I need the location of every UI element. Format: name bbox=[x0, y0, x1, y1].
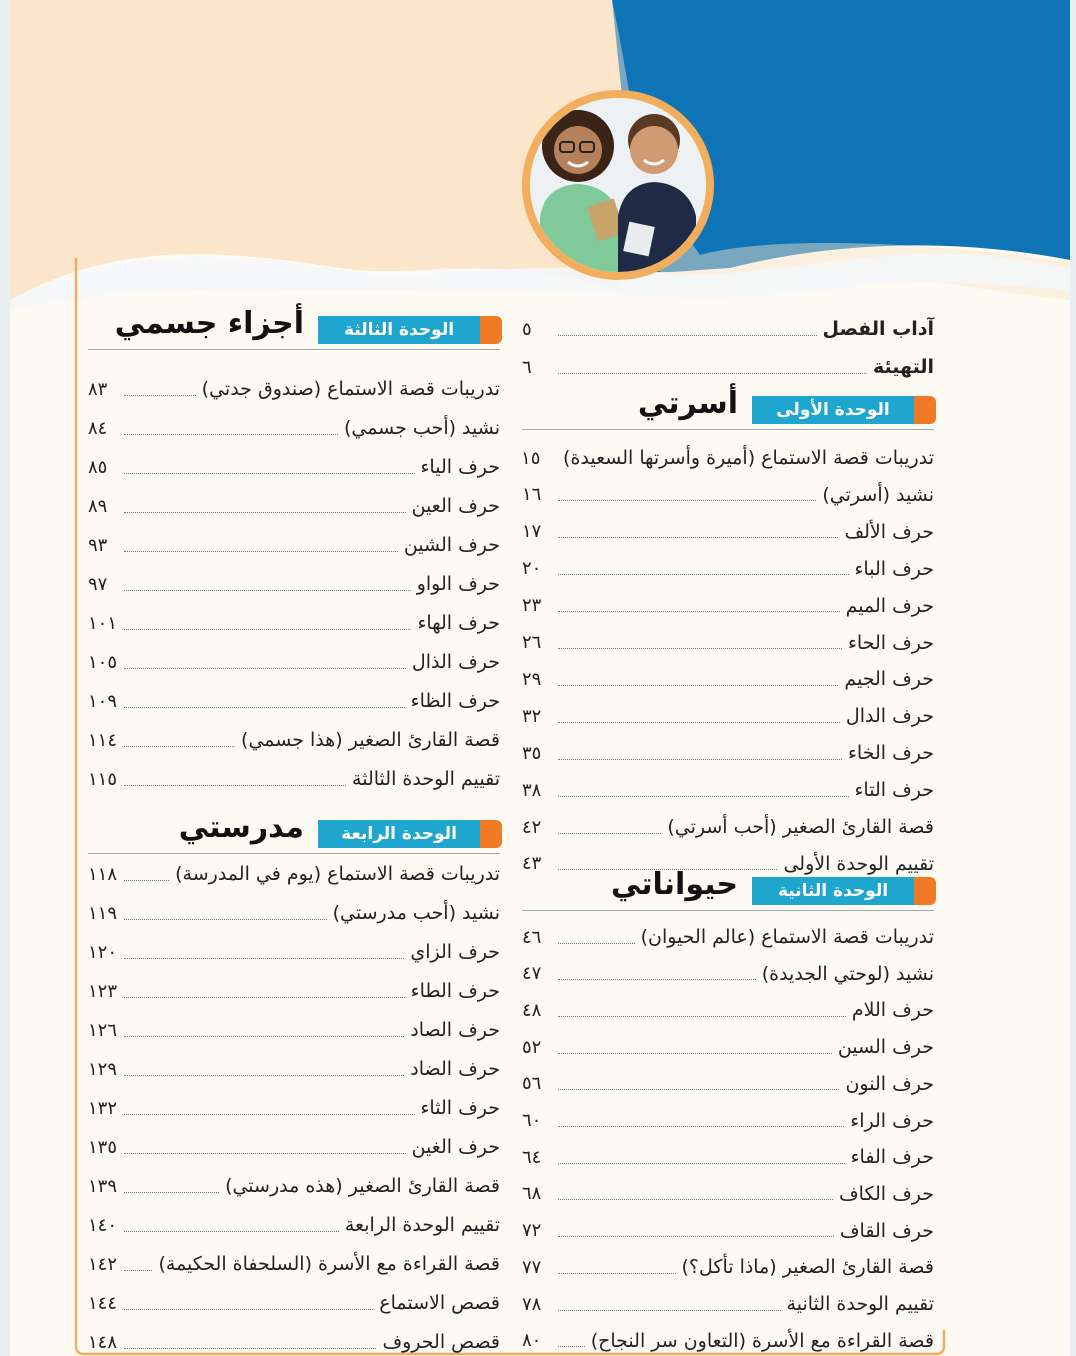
divider bbox=[88, 349, 500, 350]
children-illustration bbox=[530, 98, 706, 272]
toc-entry[interactable] bbox=[88, 764, 500, 794]
dot-leader bbox=[124, 1114, 415, 1115]
dot-leader bbox=[124, 1036, 404, 1037]
dot-leader bbox=[124, 880, 169, 881]
entry-page: ٦٤ bbox=[522, 1146, 542, 1168]
toc-entry[interactable] bbox=[88, 530, 500, 560]
entry-label: حرف الباء bbox=[854, 557, 934, 580]
entry-page: ١٠٩ bbox=[88, 690, 118, 712]
entry-page: ١٣٥ bbox=[88, 1136, 118, 1158]
toc-entry[interactable] bbox=[88, 1054, 500, 1084]
dot-leader bbox=[558, 943, 635, 944]
toc-entry[interactable] bbox=[522, 1252, 934, 1282]
entry-page: ١٠٥ bbox=[88, 651, 118, 673]
toc-entry[interactable] bbox=[88, 608, 500, 638]
dot-leader bbox=[558, 1199, 833, 1200]
entry-label: قصة القارئ الصغير (ماذا تأكل؟) bbox=[681, 1256, 934, 1279]
dot-leader bbox=[558, 1163, 845, 1164]
toc-entry[interactable] bbox=[522, 443, 934, 473]
entry-label: حرف الألف bbox=[844, 520, 934, 543]
unit-header bbox=[522, 386, 934, 430]
entry-label: حرف الغين bbox=[411, 1136, 500, 1158]
toc-entry[interactable] bbox=[88, 1210, 500, 1240]
entry-page: ١٤٨ bbox=[88, 1331, 118, 1353]
entry-label: نشيد (لوحتي الجديدة) bbox=[761, 962, 934, 985]
entry-page: ٦٠ bbox=[522, 1110, 542, 1131]
toc-entry[interactable] bbox=[88, 686, 500, 716]
entry-label: حرف الذال bbox=[411, 651, 500, 673]
entry-label: تقييم الوحدة الرابعة bbox=[344, 1214, 500, 1236]
entry-page: ٦٨ bbox=[522, 1183, 542, 1205]
divider bbox=[88, 853, 500, 854]
dot-leader bbox=[558, 373, 867, 374]
dot-leader bbox=[124, 668, 406, 669]
badge-tip bbox=[914, 877, 936, 905]
entry-label: حرف القاف bbox=[839, 1219, 934, 1242]
entry-label: قصة القراءة مع الأسرة (التعاون سر النجاح) bbox=[590, 1329, 934, 1352]
entry-label: نشيد (أسرتي) bbox=[822, 483, 934, 506]
entry-label: حرف الميم bbox=[845, 594, 934, 617]
entry-page: ١١٥ bbox=[88, 768, 118, 790]
toc-entry[interactable] bbox=[88, 1288, 500, 1318]
toc-entry[interactable] bbox=[522, 517, 934, 547]
entry-page: ٤٦ bbox=[522, 926, 542, 948]
entry-page: ٥٦ bbox=[522, 1073, 542, 1095]
entry-label: حرف التاء bbox=[854, 779, 934, 802]
dot-leader bbox=[124, 512, 406, 513]
unit-title: مدرستي bbox=[178, 810, 304, 845]
entry-label: حرف الضاد bbox=[410, 1058, 500, 1080]
entry-page: ١٦ bbox=[522, 484, 542, 506]
toc-entry[interactable] bbox=[88, 1015, 500, 1045]
entry-page: ١٣٢ bbox=[88, 1097, 118, 1119]
dot-leader bbox=[558, 1089, 839, 1090]
toc-entry[interactable] bbox=[522, 1289, 934, 1319]
dot-leader bbox=[558, 759, 842, 760]
toc-entry[interactable] bbox=[522, 1326, 934, 1356]
entry-label: حرف اللام bbox=[851, 999, 934, 1022]
toc-entry[interactable] bbox=[522, 959, 934, 989]
entry-page: ٥٢ bbox=[522, 1036, 542, 1058]
entry-page: ٥ bbox=[522, 318, 532, 340]
badge-tip bbox=[480, 820, 502, 848]
dot-leader bbox=[124, 1192, 219, 1193]
entry-page: ١١٨ bbox=[88, 863, 118, 885]
unit-title: أسرتي bbox=[637, 386, 738, 421]
toc-entry[interactable] bbox=[88, 452, 500, 482]
entry-label: حرف الواو bbox=[416, 573, 500, 595]
entry-label: نشيد (أحب جسمي) bbox=[343, 417, 500, 439]
entry-page: ١١٩ bbox=[88, 902, 118, 924]
entry-page: ٢٩ bbox=[522, 668, 542, 690]
dot-leader bbox=[124, 395, 196, 396]
entry-label: حرف الياء bbox=[420, 456, 500, 478]
toc-entry[interactable] bbox=[88, 647, 500, 677]
dot-leader bbox=[558, 1016, 846, 1017]
entry-label: حرف الخاء bbox=[847, 742, 934, 765]
entry-label: آداب الفصل bbox=[822, 318, 934, 340]
entry-page: ١٤٠ bbox=[88, 1214, 118, 1236]
dot-leader bbox=[558, 1273, 676, 1274]
entry-page: ١٢٦ bbox=[88, 1019, 118, 1041]
entry-page: ٢٠ bbox=[522, 558, 542, 580]
toc-entry[interactable] bbox=[522, 352, 934, 382]
entry-page: ٨٥ bbox=[88, 456, 108, 478]
dot-leader bbox=[558, 722, 840, 723]
entry-page: ٤٢ bbox=[522, 816, 542, 838]
toc-entry[interactable] bbox=[88, 937, 500, 967]
entry-label: تدريبات قصة الاستماع (صندوق جدتي) bbox=[201, 378, 500, 400]
entry-label: قصص الحروف bbox=[382, 1331, 500, 1353]
entry-label: تدريبات قصة الاستماع (أميرة وأسرتها السعيدة) bbox=[563, 447, 934, 469]
dot-leader bbox=[124, 958, 404, 959]
toc-entry[interactable] bbox=[522, 1142, 934, 1172]
dot-leader bbox=[558, 500, 816, 501]
toc-entry[interactable] bbox=[522, 1106, 934, 1136]
entry-label: قصة القراءة مع الأسرة (السلحفاة الحكيمة) bbox=[158, 1253, 500, 1275]
entry-label: تدريبات قصة الاستماع (عالم الحيوان) bbox=[640, 926, 934, 948]
toc-entry[interactable] bbox=[522, 480, 934, 510]
entry-page: ٩٧ bbox=[88, 573, 108, 595]
toc-entry[interactable] bbox=[88, 898, 500, 928]
entry-page: ٩٣ bbox=[88, 534, 108, 556]
entry-page: ٤٨ bbox=[522, 999, 542, 1021]
entry-label: حرف الزاي bbox=[410, 941, 500, 963]
dot-leader bbox=[558, 574, 849, 575]
dot-leader bbox=[124, 746, 235, 747]
entry-page: ٢٦ bbox=[522, 632, 542, 653]
dot-leader bbox=[558, 685, 838, 686]
toc-entry[interactable] bbox=[522, 995, 934, 1025]
dot-leader bbox=[124, 1348, 376, 1349]
dot-leader bbox=[558, 1346, 585, 1347]
entry-page: ٤٧ bbox=[522, 963, 542, 985]
toc-entry[interactable] bbox=[522, 701, 934, 731]
toc-entry[interactable] bbox=[522, 922, 934, 952]
entry-label: حرف الراء bbox=[850, 1109, 934, 1132]
unit-badge: الوحدة الرابعة bbox=[318, 820, 500, 848]
toc-entry[interactable] bbox=[522, 1179, 934, 1209]
toc-entry[interactable] bbox=[88, 413, 500, 443]
entry-page: ٣٨ bbox=[522, 779, 542, 801]
unit-title: حيواناتي bbox=[610, 867, 738, 902]
dot-leader bbox=[124, 919, 327, 920]
dot-leader bbox=[558, 537, 838, 538]
entry-page: ٧٢ bbox=[522, 1220, 542, 1242]
entry-label: حرف الجيم bbox=[844, 668, 934, 691]
entry-page: ٨٤ bbox=[88, 417, 108, 439]
entry-page: ١٥ bbox=[521, 447, 541, 469]
entry-label: قصة القارئ الصغير (هذه مدرستي) bbox=[225, 1175, 500, 1197]
entry-page: ١٢٩ bbox=[88, 1058, 118, 1080]
dot-leader bbox=[558, 648, 842, 649]
entry-page: ١٤٢ bbox=[88, 1253, 118, 1275]
entry-page: ٧٧ bbox=[522, 1256, 542, 1278]
toc-entry[interactable] bbox=[522, 812, 934, 842]
entry-label: حرف الثاء bbox=[420, 1097, 500, 1119]
dot-leader bbox=[558, 1236, 834, 1237]
entry-page: ٧٨ bbox=[522, 1293, 542, 1315]
entry-page: ١٣٩ bbox=[88, 1175, 118, 1197]
toc-entry[interactable] bbox=[522, 1032, 934, 1062]
toc-entry[interactable] bbox=[88, 491, 500, 521]
unit-header bbox=[88, 306, 500, 350]
toc-entry[interactable] bbox=[522, 591, 934, 621]
toc-entry[interactable] bbox=[88, 1132, 500, 1162]
badge-tip bbox=[480, 316, 502, 344]
dot-leader bbox=[124, 1075, 404, 1076]
entry-label: حرف الظاء bbox=[410, 690, 500, 712]
dot-leader bbox=[558, 335, 817, 336]
toc-entry[interactable] bbox=[88, 1327, 500, 1356]
entry-label: حرف الصاد bbox=[410, 1019, 500, 1041]
entry-label: قصص الاستماع bbox=[379, 1292, 500, 1314]
dot-leader bbox=[124, 1270, 152, 1271]
entry-page: ٨٣ bbox=[88, 378, 108, 400]
entry-page: ١٢٠ bbox=[88, 941, 118, 963]
toc-entry[interactable] bbox=[88, 976, 500, 1006]
entry-page: ٤٣ bbox=[522, 853, 542, 875]
dot-leader bbox=[558, 1310, 781, 1311]
entry-label: التهيئة bbox=[873, 356, 934, 378]
entry-page: ٣٥ bbox=[522, 742, 542, 764]
toc-entry[interactable] bbox=[522, 775, 934, 805]
entry-label: قصة القارئ الصغير (هذا جسمي) bbox=[241, 729, 500, 751]
entry-page: ١٢٣ bbox=[88, 980, 118, 1002]
entry-page: ٨٠ bbox=[522, 1330, 542, 1352]
dot-leader bbox=[124, 1231, 339, 1232]
unit-badge: الوحدة الأولى bbox=[752, 396, 934, 424]
badge-tip bbox=[914, 396, 936, 424]
toc-entry[interactable] bbox=[522, 1069, 934, 1099]
unit-header bbox=[522, 867, 934, 911]
entry-label: نشيد (أحب مدرستي) bbox=[332, 902, 500, 924]
unit-header bbox=[88, 810, 500, 854]
dot-leader bbox=[124, 1153, 406, 1154]
dot-leader bbox=[558, 796, 849, 797]
toc-entry[interactable] bbox=[522, 554, 934, 584]
unit-title: أجزاء جسمي bbox=[114, 306, 304, 341]
dot-leader bbox=[124, 629, 411, 630]
dot-leader bbox=[558, 611, 840, 612]
entry-label: حرف العين bbox=[411, 495, 500, 517]
dot-leader bbox=[558, 1053, 832, 1054]
dot-leader bbox=[124, 707, 405, 708]
divider bbox=[522, 429, 934, 430]
entry-page: ٢٣ bbox=[522, 595, 542, 617]
toc-entry[interactable] bbox=[522, 314, 934, 344]
dot-leader bbox=[124, 1309, 373, 1310]
toc-entry[interactable] bbox=[88, 569, 500, 599]
entry-page: ٨٩ bbox=[88, 495, 108, 517]
entry-label: حرف الطاء bbox=[410, 980, 500, 1002]
dot-leader bbox=[124, 434, 338, 435]
entry-page: ١٧ bbox=[522, 521, 542, 543]
toc-entry[interactable] bbox=[522, 738, 934, 768]
entry-label: حرف الدال bbox=[845, 705, 934, 728]
entry-label: قصة القارئ الصغير (أحب أسرتي) bbox=[667, 816, 934, 838]
toc-entry[interactable] bbox=[88, 1171, 500, 1201]
toc-entry[interactable] bbox=[88, 1249, 500, 1279]
dot-leader bbox=[558, 833, 661, 834]
toc-entry[interactable] bbox=[522, 628, 934, 658]
entry-label: حرف الحاء bbox=[847, 631, 934, 654]
toc-entry[interactable] bbox=[522, 664, 934, 694]
dot-leader bbox=[124, 785, 346, 786]
entry-page: ١١٤ bbox=[88, 729, 118, 751]
toc-entry[interactable] bbox=[88, 374, 500, 404]
dot-leader bbox=[124, 551, 398, 552]
entry-page: ١٤٤ bbox=[88, 1292, 118, 1314]
dot-leader bbox=[558, 979, 756, 980]
unit-badge: الوحدة الثانية bbox=[752, 877, 934, 905]
entry-label: تقييم الوحدة الأولى bbox=[783, 852, 934, 875]
dot-leader bbox=[124, 590, 411, 591]
entry-page: ١٠١ bbox=[88, 612, 118, 634]
entry-page: ٦ bbox=[522, 356, 532, 378]
dot-leader bbox=[124, 997, 405, 998]
entry-label: حرف النون bbox=[845, 1072, 934, 1095]
entry-label: حرف الشين bbox=[403, 534, 500, 556]
entry-label: حرف الفاء bbox=[850, 1146, 934, 1169]
toc-entry[interactable] bbox=[88, 1093, 500, 1123]
entry-label: حرف الهاء bbox=[417, 612, 500, 634]
entry-label: تقييم الوحدة الثالثة bbox=[352, 768, 500, 790]
dot-leader bbox=[558, 1126, 844, 1127]
unit-badge: الوحدة الثالثة bbox=[318, 316, 500, 344]
entry-label: حرف السين bbox=[837, 1036, 934, 1059]
entry-label: تقييم الوحدة الثانية bbox=[786, 1293, 934, 1315]
children-photo bbox=[522, 90, 714, 280]
dot-leader bbox=[124, 473, 415, 474]
entry-label: حرف الكاف bbox=[838, 1182, 934, 1205]
entry-label: تدريبات قصة الاستماع (يوم في المدرسة) bbox=[175, 863, 500, 885]
toc-entry[interactable] bbox=[88, 725, 500, 755]
toc-entry[interactable] bbox=[522, 1216, 934, 1246]
toc-entry[interactable] bbox=[88, 859, 500, 889]
divider bbox=[522, 910, 934, 911]
entry-page: ٣٢ bbox=[522, 705, 542, 727]
